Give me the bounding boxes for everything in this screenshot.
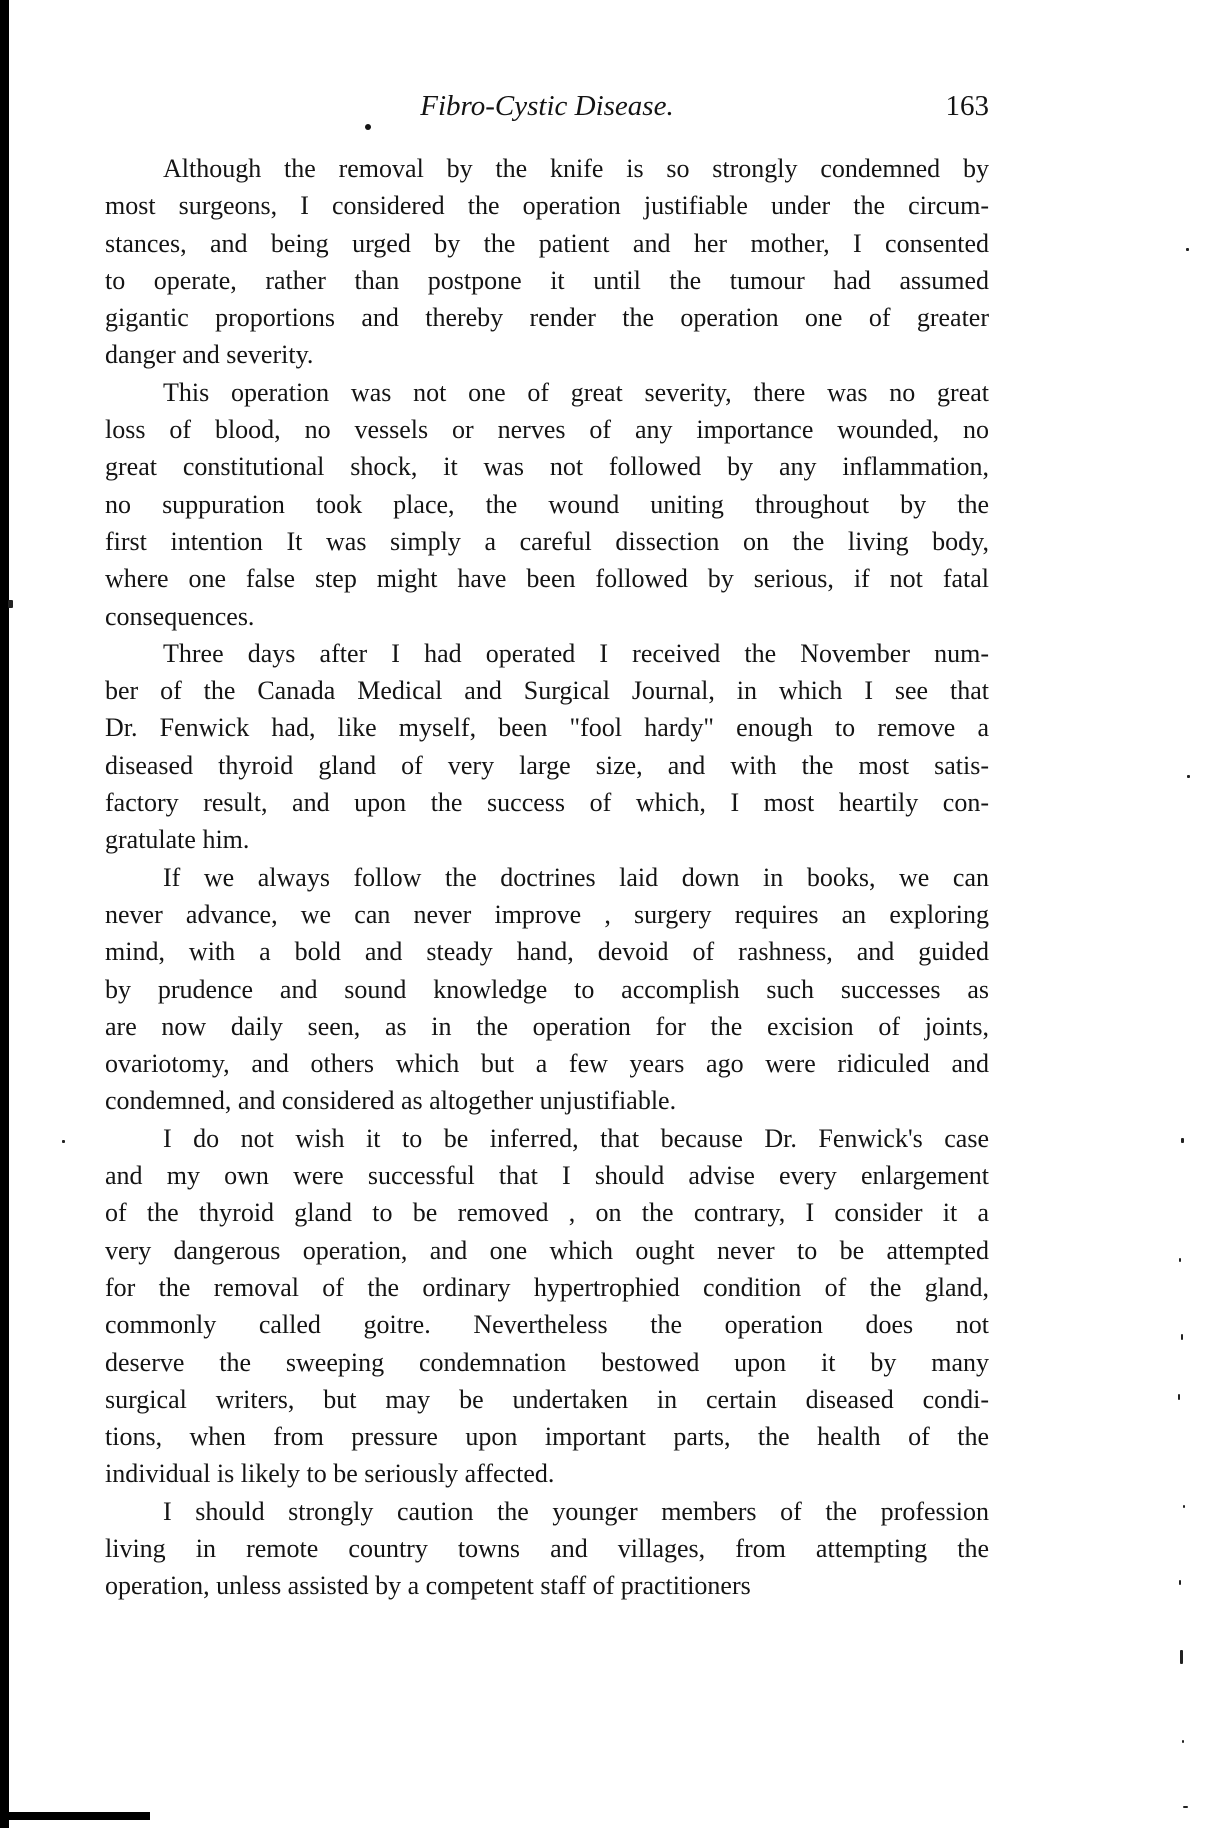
text-line: This operation was not one of great severity, there was no great <box>163 377 989 407</box>
text-line: never advance, we can never improve , surgery requires an exploring <box>105 899 989 929</box>
text-line: Three days after I had operated I received the November num- <box>163 638 989 668</box>
text-line: ovariotomy, and others which but a few years ago were ridiculed and <box>105 1049 989 1079</box>
text-line: gigantic proportions and thereby render the operation one of greater <box>105 303 989 333</box>
margin-speck <box>1181 1334 1183 1340</box>
text-line: first intention It was simply a careful dissection on the living body, <box>105 526 989 556</box>
paragraph <box>105 859 989 1120</box>
running-title: Fibro-Cystic Disease. <box>420 90 674 122</box>
paragraph <box>105 1120 989 1493</box>
margin-speck <box>1181 1138 1184 1143</box>
margin-speck <box>1180 1650 1183 1664</box>
text-line: condemned, and considered as altogether unjustifiable. <box>105 1086 677 1116</box>
margin-speck <box>1182 1740 1184 1743</box>
text-line: danger and severity. <box>105 340 314 370</box>
text-line: no suppuration took place, the wound uniting throughout by the <box>105 489 989 519</box>
margin-speck <box>62 1140 65 1143</box>
text-line: If we always follow the doctrines laid down in books, we can <box>163 862 989 892</box>
text-line: very dangerous operation, and one which ought never to be attempted <box>105 1235 989 1265</box>
text-line: operation, unless assisted by a competent staff of practitioners <box>105 1571 751 1601</box>
text-line: consequences. <box>105 601 255 631</box>
ink-speck <box>365 124 371 130</box>
text-line: diseased thyroid gland of very large size, and with the most satis- <box>105 750 989 780</box>
text-line: for the removal of the ordinary hypertrophied condition of the gland, <box>105 1272 989 1302</box>
paragraph <box>105 150 989 374</box>
text-line: gratulate him. <box>105 825 250 855</box>
margin-speck <box>1178 1394 1180 1400</box>
text-line: stances, and being urged by the patient and her mother, I consented <box>105 228 989 258</box>
margin-speck <box>8 600 13 608</box>
margin-speck <box>1183 1806 1188 1808</box>
paragraph <box>105 1493 989 1605</box>
text-line: living in remote country towns and villages, from attempting the <box>105 1533 989 1563</box>
text-line: deserve the sweeping condemnation bestowed upon it by many <box>105 1347 989 1377</box>
text-line: I do not wish it to be inferred, that because Dr. Fenwick's case <box>163 1123 989 1153</box>
page-number: 163 <box>945 90 989 122</box>
text-line: individual is likely to be seriously affected. <box>105 1459 555 1489</box>
text-line: loss of blood, no vessels or nerves of any importance wounded, no <box>105 415 989 445</box>
binding-edge-foot <box>0 1812 150 1820</box>
text-line: tions, when from pressure upon important parts, the health of the <box>105 1422 989 1452</box>
text-line: and my own were successful that I should advise every enlargement <box>105 1161 989 1191</box>
paragraph <box>105 635 989 859</box>
text-line: are now daily seen, as in the operation for the excision of joints, <box>105 1011 989 1041</box>
text-line: commonly called goitre. Nevertheless the operation does not <box>105 1310 989 1340</box>
margin-speck <box>1187 775 1190 778</box>
margin-speck <box>1179 1580 1181 1585</box>
text-line: most surgeons, I considered the operation justifiable under the circum- <box>105 191 989 221</box>
margin-speck <box>1179 1258 1181 1262</box>
text-line: to operate, rather than postpone it until the tumour had assumed <box>105 265 989 295</box>
text-line: factory result, and upon the success of which, I most heartily con- <box>105 788 989 818</box>
page-header <box>105 84 989 130</box>
text-line: surgical writers, but may be undertaken in certain diseased condi- <box>105 1384 989 1414</box>
text-line: ber of the Canada Medical and Surgical Journal, in which I see that <box>105 676 989 706</box>
paragraph <box>105 374 989 635</box>
text-line: great constitutional shock, it was not followed by any inflammation, <box>105 452 989 482</box>
margin-speck <box>1183 1505 1185 1508</box>
text-line: Although the removal by the knife is so strongly condemned by <box>163 154 989 183</box>
binding-edge <box>0 0 9 1828</box>
text-line: mind, with a bold and steady hand, devoid of rashness, and guided <box>105 937 989 967</box>
text-line: Dr. Fenwick had, like myself, been "fool hardy" enough to remove a <box>105 713 989 743</box>
margin-speck <box>1186 248 1189 251</box>
text-line: where one false step might have been followed by serious, if not fatal <box>105 564 989 594</box>
text-line: I should strongly caution the younger members of the profession <box>163 1496 989 1526</box>
text-line: of the thyroid gland to be removed , on the contrary, I consider it a <box>105 1198 989 1228</box>
text-line: by prudence and sound knowledge to accomplish such successes as <box>105 974 989 1004</box>
body-text <box>105 150 989 1605</box>
